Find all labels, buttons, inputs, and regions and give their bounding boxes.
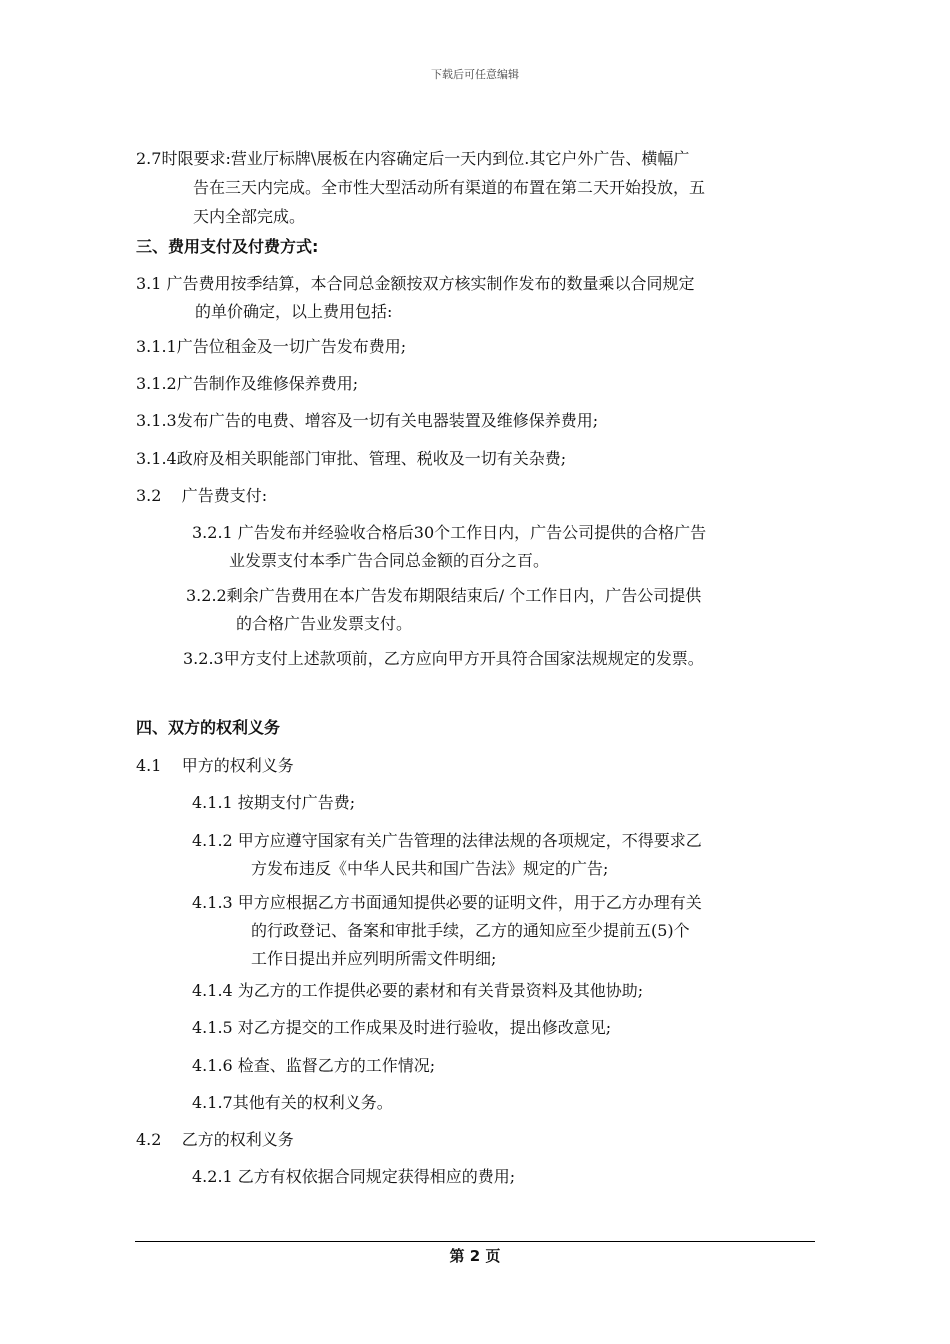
clause-2-7-line3: 天内全部完成。	[193, 207, 306, 226]
clause-3-2: 3.2 广告费支付:	[136, 486, 268, 505]
clause-2-7-line1: 2.7时限要求:营业厅标牌\展板在内容确定后一天内到位.其它户外广告、横幅广	[136, 149, 690, 168]
clause-3-1-3: 3.1.3发布广告的电费、增容及一切有关电器装置及维修保养费用;	[136, 411, 599, 430]
clause-4-1-5: 4.1.5 对乙方提交的工作成果及时进行验收，提出修改意见;	[192, 1018, 612, 1037]
clause-4-1-3-line2: 的行政登记、备案和审批手续，乙方的通知应至少提前五(5)个	[251, 921, 690, 940]
clause-4-2-1: 4.2.1 乙方有权依据合同规定获得相应的费用;	[192, 1167, 516, 1186]
clause-4-1-2-line1: 4.1.2 甲方应遵守国家有关广告管理的法律法规的各项规定，不得要求乙	[192, 831, 702, 850]
clause-3-1-1: 3.1.1广告位租金及一切广告发布费用;	[136, 337, 407, 356]
footer-divider	[135, 1241, 815, 1242]
clause-3-2-2-line1: 3.2.2剩余广告费用在本广告发布期限结束后/ 个工作日内，广告公司提供	[186, 586, 702, 605]
clause-3-2-1	[192, 520, 706, 573]
clause-4-1-7: 4.1.7其他有关的权利义务。	[192, 1093, 393, 1112]
clause-3-1	[136, 271, 695, 324]
clause-4-1-3	[192, 890, 702, 971]
clause-4-1-1: 4.1.1 按期支付广告费;	[192, 793, 356, 812]
section-3-heading: 三、费用支付及付费方式:	[136, 237, 319, 256]
clause-4-1-3-line1: 4.1.3 甲方应根据乙方书面通知提供必要的证明文件，用于乙方办理有关	[192, 893, 702, 912]
page-number: 第 2 页	[449, 1247, 501, 1265]
clause-3-1-2: 3.1.2广告制作及维修保养费用;	[136, 374, 359, 393]
clause-4-2: 4.2 乙方的权利义务	[136, 1130, 294, 1149]
clause-4-1-2	[192, 828, 702, 881]
clause-4-1-6: 4.1.6 检查、监督乙方的工作情况;	[192, 1056, 436, 1075]
clause-2-7-line2: 告在三天内完成。全市性大型活动所有渠道的布置在第二天开始投放，五	[193, 178, 706, 197]
clause-3-1-line2: 的单价确定，以上费用包括:	[195, 302, 393, 321]
clause-3-1-4: 3.1.4政府及相关职能部门审批、管理、税收及一切有关杂费;	[136, 449, 567, 468]
page-header-note: 下载后可任意编辑	[431, 68, 519, 81]
clause-3-2-1-line1: 3.2.1 广告发布并经验收合格后30个工作日内，广告公司提供的合格广告	[192, 523, 707, 542]
clause-4-1-3-line3: 工作日提出并应列明所需文件明细;	[251, 949, 497, 968]
clause-3-2-3: 3.2.3甲方支付上述款项前，乙方应向甲方开具符合国家法规规定的发票。	[183, 649, 704, 668]
clause-3-2-1-line2: 业发票支付本季广告合同总金额的百分之百。	[229, 551, 550, 570]
clause-2-7	[136, 146, 705, 229]
clause-3-1-line1: 3.1 广告费用按季结算，本合同总金额按双方核实制作发布的数量乘以合同规定	[136, 274, 695, 293]
clause-3-2-2-line2: 的合格广告业发票支付。	[236, 614, 413, 633]
clause-4-1-4: 4.1.4 为乙方的工作提供必要的素材和有关背景资料及其他协助;	[192, 981, 644, 1000]
clause-4-1-2-line2: 方发布违反《中华人民共和国广告法》规定的广告;	[251, 859, 609, 878]
clause-3-2-2	[186, 583, 701, 636]
clause-4-1: 4.1 甲方的权利义务	[136, 756, 294, 775]
section-4-heading: 四、双方的权利义务	[136, 718, 281, 737]
